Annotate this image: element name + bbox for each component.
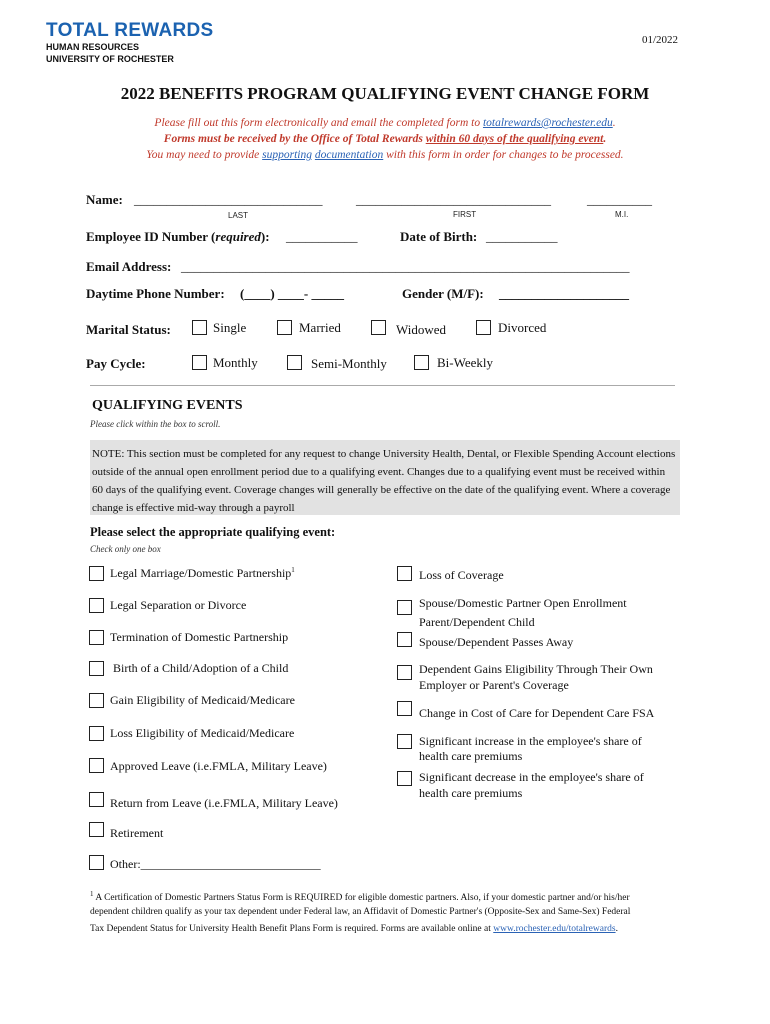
footnote-line-3: Tax Dependent Status for University Health Benefit Plans Form is required. Forms are available online at www.rochester.edu/totalrewards. bbox=[90, 924, 618, 934]
single-checkbox[interactable] bbox=[192, 320, 207, 335]
widowed-option-label: Widowed bbox=[396, 322, 447, 337]
approved-leave-label: Approved Leave (i.e.FMLA, Military Leave) bbox=[110, 759, 327, 773]
supporting-link[interactable]: supporting bbox=[262, 149, 312, 161]
dependent-gains-eligibility-checkbox[interactable] bbox=[397, 665, 412, 680]
loss-medicaid-label: Loss Eligibility of Medicaid/Medicare bbox=[110, 726, 295, 740]
parent-dependent-child-label: Parent/Dependent Child bbox=[419, 615, 535, 629]
change-cost-care-label: Change in Cost of Care for Dependent Care FSA bbox=[419, 706, 655, 720]
approved-leave-checkbox[interactable] bbox=[89, 758, 104, 773]
pay-cycle-label: Pay Cycle: bbox=[86, 356, 146, 371]
totalrewards-website-link[interactable]: www.rochester.edu/totalrewards bbox=[493, 924, 616, 934]
dob-label: Date of Birth: bbox=[400, 229, 478, 244]
name-label: Name: bbox=[86, 192, 123, 207]
change-cost-care-checkbox[interactable] bbox=[397, 701, 412, 716]
legal-separation-checkbox[interactable] bbox=[89, 598, 104, 613]
other-checkbox[interactable] bbox=[89, 855, 104, 870]
significant-decrease-checkbox[interactable] bbox=[397, 771, 412, 786]
phone-field[interactable]: (____) ____- _____ bbox=[240, 286, 344, 301]
spouse-open-enrollment-checkbox[interactable] bbox=[397, 600, 412, 615]
employee-id-field[interactable]: ___________ bbox=[286, 229, 358, 244]
employee-id-label: Employee ID Number (required): bbox=[86, 229, 270, 244]
monthly-checkbox[interactable] bbox=[192, 355, 207, 370]
significant-increase-label: Significant increase in the employee's share of bbox=[419, 734, 642, 748]
spouse-open-enrollment-label: Spouse/Domestic Partner Open Enrollment bbox=[419, 596, 627, 610]
other-field[interactable]: Other:______________________________ bbox=[110, 857, 321, 871]
semi-monthly-checkbox[interactable] bbox=[287, 355, 302, 370]
select-event-label: Please select the appropriate qualifying event: bbox=[90, 525, 336, 539]
significant-increase-label-cont: health care premiums bbox=[419, 749, 523, 763]
retirement-checkbox[interactable] bbox=[89, 822, 104, 837]
last-name-field[interactable]: _____________________________ bbox=[134, 192, 323, 207]
significant-decrease-label: Significant decrease in the employee's share of bbox=[419, 770, 644, 784]
form-date: 01/2022 bbox=[642, 34, 679, 46]
scroll-hint: Please click within the box to scroll. bbox=[90, 419, 221, 429]
note-scroll-box[interactable] bbox=[90, 440, 680, 515]
gender-field[interactable]: ____________________ bbox=[499, 286, 629, 301]
monthly-option-label: Monthly bbox=[213, 355, 258, 370]
bi-weekly-checkbox[interactable] bbox=[414, 355, 429, 370]
legal-marriage-label: Legal Marriage/Domestic Partnership$^1$ bbox=[110, 566, 295, 580]
qualifying-events-heading: QUALIFYING EVENTS bbox=[92, 398, 243, 413]
married-option-label: Married bbox=[299, 320, 341, 335]
logo-department: HUMAN RESOURCES bbox=[46, 42, 140, 52]
check-one-hint: Check only one box bbox=[90, 544, 161, 554]
instruction-line-3: You may need to provide supporting documentation with this form in order for changes to be processed. bbox=[146, 149, 624, 161]
documentation-link[interactable]: documentation bbox=[314, 149, 384, 161]
instruction-line-2: Forms must be received by the Office of Total Rewards within 60 days of the qualifying event. bbox=[163, 133, 607, 145]
middle-initial-field[interactable]: __________ bbox=[587, 192, 652, 207]
dob-field[interactable]: ___________ bbox=[486, 229, 558, 244]
birth-adoption-label: Birth of a Child/Adoption of a Child bbox=[110, 661, 289, 675]
gain-medicaid-checkbox[interactable] bbox=[89, 693, 104, 708]
return-leave-label: Return from Leave (i.e.FMLA, Military Leave) bbox=[110, 796, 338, 810]
email-field[interactable]: _____________________________________________________________________ bbox=[181, 259, 630, 274]
gender-label: Gender (M/F): bbox=[402, 286, 484, 301]
loss-of-coverage-checkbox[interactable] bbox=[397, 566, 412, 581]
termination-partnership-label: Termination of Domestic Partnership bbox=[110, 630, 289, 644]
dependent-gains-eligibility-label: Dependent Gains Eligibility Through Their Own bbox=[419, 662, 653, 676]
significant-decrease-label-cont: health care premiums bbox=[419, 786, 523, 800]
email-link[interactable]: totalrewards@rochester.edu bbox=[482, 117, 613, 129]
single-option-label: Single bbox=[213, 320, 247, 335]
gain-medicaid-label: Gain Eligibility of Medicaid/Medicare bbox=[110, 693, 295, 707]
phone-label: Daytime Phone Number: bbox=[86, 286, 225, 301]
page-title: 2022 BENEFITS PROGRAM QUALIFYING EVENT CHANGE FORM bbox=[120, 84, 650, 103]
retirement-label: Retirement bbox=[110, 826, 164, 840]
bi-weekly-option-label: Bi-Weekly bbox=[437, 355, 493, 370]
logo-title: TOTAL REWARDS bbox=[46, 20, 214, 41]
birth-adoption-checkbox[interactable] bbox=[89, 661, 104, 676]
instruction-line-1: Please fill out this form electronically and email the completed form to totalrewards@rochester.edu. bbox=[154, 117, 616, 129]
legal-separation-label: Legal Separation or Divorce bbox=[110, 598, 247, 612]
section-divider bbox=[90, 385, 675, 386]
legal-marriage-checkbox[interactable] bbox=[89, 566, 104, 581]
spouse-passes-away-label: Spouse/Dependent Passes Away bbox=[419, 635, 574, 649]
married-checkbox[interactable] bbox=[277, 320, 292, 335]
widowed-checkbox[interactable] bbox=[371, 320, 386, 335]
divorced-option-label: Divorced bbox=[498, 320, 547, 335]
mi-sublabel: M.I. bbox=[615, 210, 629, 219]
employer-parent-coverage-label: Employer or Parent's Coverage bbox=[419, 678, 569, 692]
footnote-line-1: $^1$ A Certification of Domestic Partners Status Form is REQUIRED for eligible domestic partners. Also, if your domestic partner and/or his/her bbox=[90, 890, 630, 904]
semi-monthly-option-label: Semi-Monthly bbox=[311, 356, 387, 371]
return-leave-checkbox[interactable] bbox=[89, 792, 104, 807]
loss-of-coverage-label: Loss of Coverage bbox=[419, 568, 504, 582]
last-sublabel: LAST bbox=[228, 211, 249, 220]
note-text: NOTE: This section must be completed for any request to change University Health, Dental, or Flexible Spending Account elections outside of the annual open enrollment period due to a qualifying event. Changes due to a qualifying event must be received within 60 days of the qualifying event. Coverage changes will generally be effective on the date of the qualifying event. Where a coverage change is effective mid-way through a payroll bbox=[92, 448, 676, 514]
email-label: Email Address: bbox=[86, 259, 172, 274]
loss-medicaid-checkbox[interactable] bbox=[89, 726, 104, 741]
spouse-passes-away-checkbox[interactable] bbox=[397, 632, 412, 647]
footnote-line-2: dependent children qualify as your tax dependent under Federal law, an Affidavit of Domestic Partner's (Opposite-Sex and Same-Sex) Federal bbox=[90, 907, 631, 917]
logo-university: UNIVERSITY OF ROCHESTER bbox=[46, 54, 174, 64]
first-name-field[interactable]: ______________________________ bbox=[356, 192, 551, 207]
first-sublabel: FIRST bbox=[453, 210, 477, 219]
termination-partnership-checkbox[interactable] bbox=[89, 630, 104, 645]
divorced-checkbox[interactable] bbox=[476, 320, 491, 335]
significant-increase-checkbox[interactable] bbox=[397, 734, 412, 749]
marital-status-label: Marital Status: bbox=[86, 322, 171, 337]
